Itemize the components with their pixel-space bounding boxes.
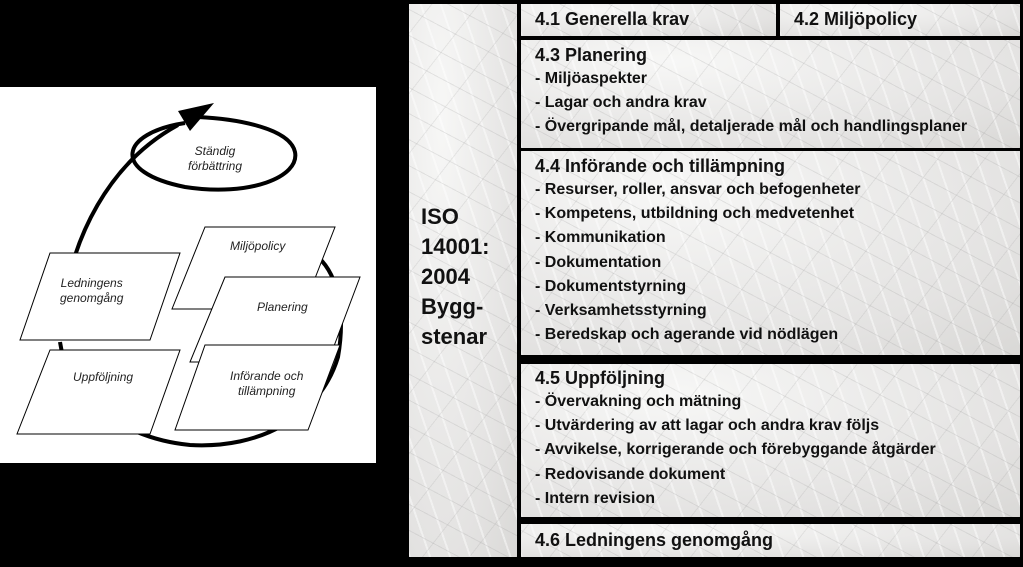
node-policy-label: Miljöpolicy bbox=[230, 239, 286, 253]
section-4-4-panel bbox=[521, 151, 1020, 355]
node-followup-label: Uppföljning bbox=[73, 370, 134, 384]
section-4-2-panel bbox=[780, 4, 1020, 36]
list-item: - Lagar och andra krav bbox=[535, 94, 707, 112]
section-4-1-heading: 4.1 Generella krav bbox=[535, 9, 690, 29]
section-4-4-heading: 4.4 Införande och tillämpning bbox=[535, 156, 786, 176]
node-implementation-label: Införande och tillämpning bbox=[230, 369, 304, 398]
list-item: - Dokumentstyrning bbox=[535, 277, 687, 295]
continual-improvement-label: Ständig förbättring bbox=[188, 144, 243, 173]
section-4-3-list bbox=[535, 67, 1020, 140]
section-4-3-panel bbox=[521, 40, 1020, 148]
iso-title-panel bbox=[409, 4, 517, 557]
list-item: - Övergripande mål, detaljerade mål och handlingsplaner bbox=[535, 118, 968, 136]
section-4-5-panel bbox=[521, 364, 1020, 517]
section-4-2-heading: 4.2 Miljöpolicy bbox=[794, 9, 918, 29]
node-followup-shape bbox=[17, 350, 180, 434]
list-item: - Dokumentation bbox=[535, 253, 662, 271]
list-item: - Övervakning och mätning bbox=[535, 393, 742, 410]
list-item: - Miljöaspekter bbox=[535, 70, 648, 87]
improvement-cycle-diagram bbox=[0, 87, 376, 463]
list-item: - Avvikelse, korrigerande och förebyggande åtgärder bbox=[535, 441, 936, 459]
iso-title: ISO 14001: 2004 Bygg- stenar bbox=[421, 204, 490, 349]
section-4-5-heading: 4.5 Uppföljning bbox=[535, 368, 665, 388]
list-item: - Intern revision bbox=[535, 489, 656, 507]
list-item: - Utvärdering av att lagar och andra krav följs bbox=[535, 417, 880, 435]
section-4-6-heading: 4.6 Ledningens genomgång bbox=[535, 530, 774, 550]
section-4-3-heading: 4.3 Planering bbox=[535, 45, 648, 65]
section-4-5-list bbox=[535, 390, 1020, 511]
list-item: - Beredskap och agerande vid nödlägen bbox=[535, 326, 839, 344]
list-item: - Verksamhetsstyrning bbox=[535, 302, 707, 320]
node-review-label: Ledningens genomgång bbox=[60, 276, 124, 305]
node-planning-label: Planering bbox=[257, 300, 308, 314]
list-item: - Redovisande dokument bbox=[535, 465, 726, 483]
list-item: - Kompetens, utbildning och medvetenhet bbox=[535, 205, 855, 223]
list-item: - Kommunikation bbox=[535, 229, 666, 247]
section-4-6-panel bbox=[521, 524, 1020, 557]
list-item: - Resurser, roller, ansvar och befogenheter bbox=[535, 181, 861, 198]
section-4-4-list bbox=[535, 178, 1020, 347]
section-4-1-panel bbox=[521, 4, 776, 36]
